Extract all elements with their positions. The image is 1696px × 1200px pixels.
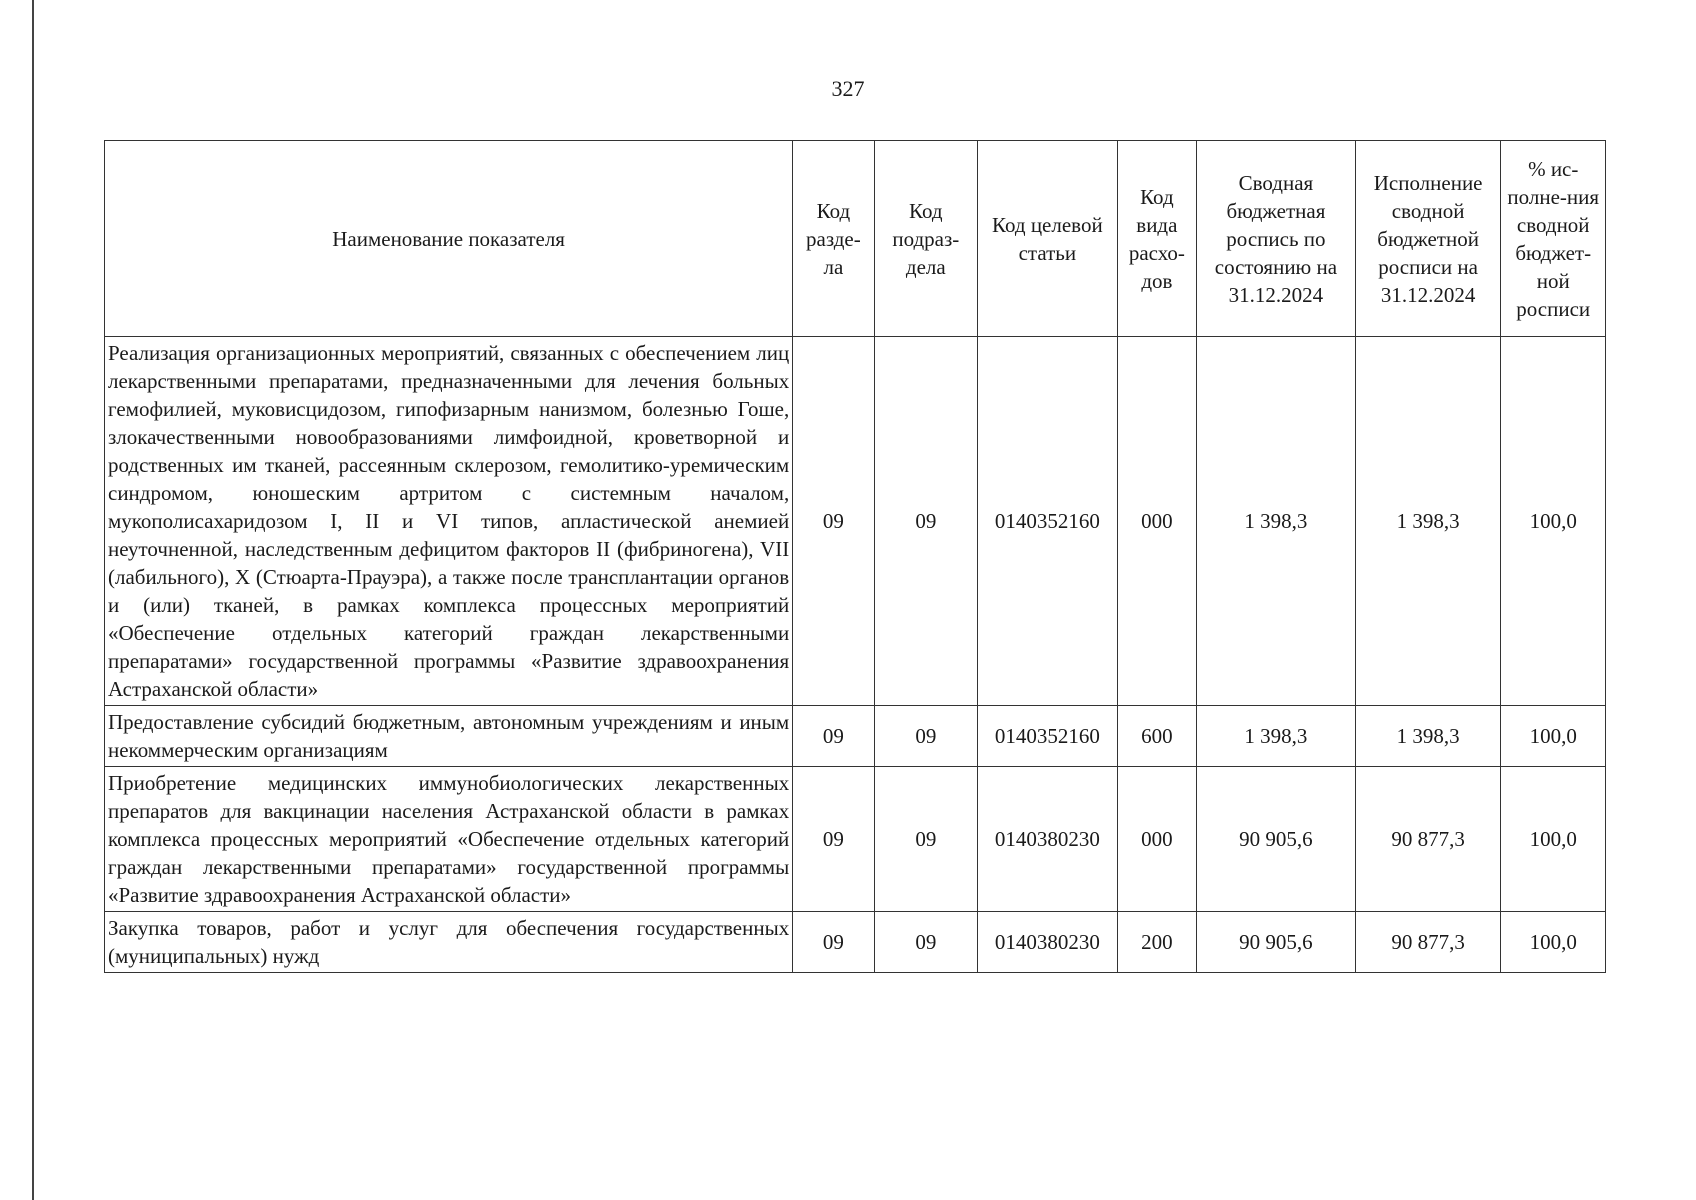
row-budget-plan: 90 905,6	[1197, 767, 1356, 912]
header-indicator-name: Наименование показателя	[105, 141, 793, 337]
row-budget-execution: 90 877,3	[1355, 767, 1501, 912]
row-subsection-code: 09	[874, 337, 977, 706]
budget-execution-table	[104, 140, 1606, 973]
table-row	[105, 767, 1606, 912]
row-expense-type-code: 200	[1117, 912, 1196, 973]
row-expense-type-code: 000	[1117, 337, 1196, 706]
row-budget-plan: 1 398,3	[1197, 337, 1356, 706]
header-section-code: Код разде-ла	[793, 141, 874, 337]
table-header-row	[105, 141, 1606, 337]
table-row	[105, 337, 1606, 706]
row-expense-type-code: 600	[1117, 706, 1196, 767]
row-section-code: 09	[793, 912, 874, 973]
table-row	[105, 912, 1606, 973]
row-section-code: 09	[793, 706, 874, 767]
row-target-code: 0140380230	[978, 767, 1118, 912]
header-expense-type-code: Код вида расхо-дов	[1117, 141, 1196, 337]
row-indicator-name: Закупка товаров, работ и услуг для обеспечения государственных (муниципальных) нужд	[105, 912, 793, 973]
row-budget-plan: 1 398,3	[1197, 706, 1356, 767]
row-budget-execution: 1 398,3	[1355, 706, 1501, 767]
header-target-code: Код целевой статьи	[978, 141, 1118, 337]
header-execution-percent: % ис-полне-ния сводной бюджет-ной росписи	[1501, 141, 1606, 337]
header-budget-execution: Исполнение сводной бюджетной росписи на 31.12.2024	[1355, 141, 1501, 337]
row-subsection-code: 09	[874, 912, 977, 973]
row-execution-percent: 100,0	[1501, 912, 1606, 973]
page-number: 327	[831, 76, 865, 101]
row-execution-percent: 100,0	[1501, 337, 1606, 706]
row-target-code: 0140380230	[978, 912, 1118, 973]
row-subsection-code: 09	[874, 767, 977, 912]
row-section-code: 09	[793, 337, 874, 706]
row-indicator-name: Предоставление субсидий бюджетным, автономным учреждениям и иным некоммерческим организациям	[105, 706, 793, 767]
scan-margin-line	[32, 0, 34, 1200]
table-row	[105, 706, 1606, 767]
row-execution-percent: 100,0	[1501, 767, 1606, 912]
row-target-code: 0140352160	[978, 706, 1118, 767]
row-budget-execution: 1 398,3	[1355, 337, 1501, 706]
row-indicator-name: Реализация организационных мероприятий, связанных с обеспечением лиц лекарственными препаратами, предназначенными для лечения больных гемофилией, муковисцидозом, гипофизарным нанизмом, болезнью Гоше, злокачественными новообразованиями лимфоидной, кроветворной и родственных им тканей, рассеянным склерозом, гемолитико-уремическим синдромом, юношеским артритом с системным началом, мукополисахаридозом I, II и VI типов, апластической анемией неуточненной, наследственным дефицитом факторов II (фибриногена), VII (лабильного), X (Стюарта-Прауэра), а также после трансплантации органов и (или) тканей, в рамках комплекса процессных мероприятий «Обеспечение отдельных категорий граждан лекарственными препаратами» государственной программы «Развитие здравоохранения Астраханской области»	[105, 337, 793, 706]
row-section-code: 09	[793, 767, 874, 912]
row-subsection-code: 09	[874, 706, 977, 767]
row-execution-percent: 100,0	[1501, 706, 1606, 767]
row-expense-type-code: 000	[1117, 767, 1196, 912]
row-target-code: 0140352160	[978, 337, 1118, 706]
header-subsection-code: Код подраз-дела	[874, 141, 977, 337]
row-indicator-name: Приобретение медицинских иммунобиологических лекарственных препаратов для вакцинации населения Астраханской области в рамках комплекса процессных мероприятий «Обеспечение отдельных категорий граждан лекарственными препаратами» государственной программы «Развитие здравоохранения Астраханской области»	[105, 767, 793, 912]
header-budget-plan: Сводная бюджетная роспись по состоянию на 31.12.2024	[1197, 141, 1356, 337]
row-budget-plan: 90 905,6	[1197, 912, 1356, 973]
row-budget-execution: 90 877,3	[1355, 912, 1501, 973]
